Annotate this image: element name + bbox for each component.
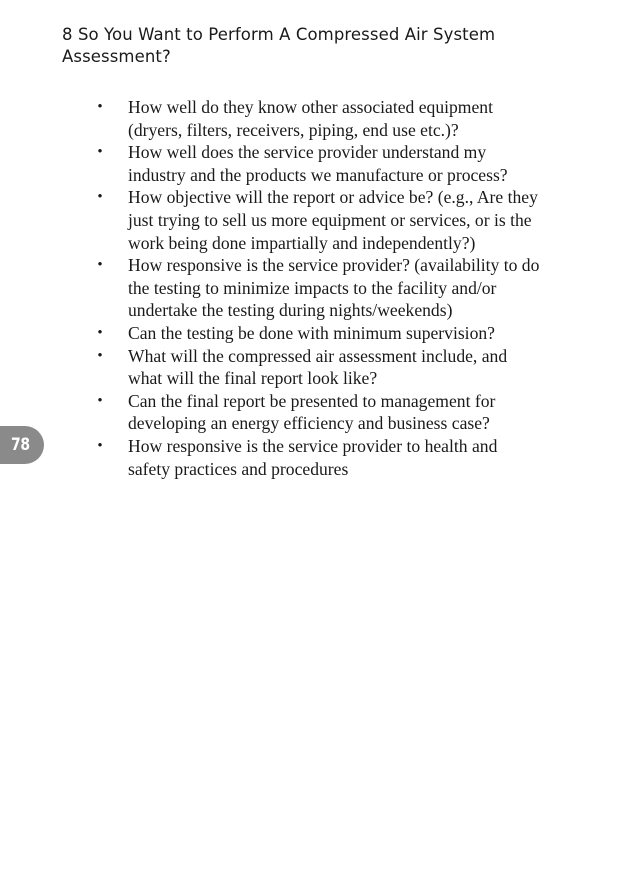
- list-item: [93, 345, 543, 390]
- chapter-heading: 8 So You Want to Perform A Compressed Air System Assessment?: [62, 25, 496, 66]
- list-item-text: Can the testing be done with minimum supervision?: [128, 322, 495, 343]
- bullet-icon: •: [97, 437, 103, 454]
- list-item: [93, 390, 543, 435]
- bullet-icon: •: [97, 257, 103, 274]
- list-item-text: What will the compressed air assessment include, and what will the final report look like?: [128, 345, 508, 389]
- list-item-text: How objective will the report or advice be? (e.g., Are they just trying to sell us more equipment or services, or is the work being done impartially and independently?): [128, 187, 538, 253]
- bullet-icon: •: [97, 189, 103, 206]
- list-item: [93, 141, 543, 186]
- list-item-text: Can the final report be presented to management for developing an energy efficiency and business case?: [128, 390, 496, 434]
- list-item: [93, 186, 543, 254]
- list-item-text: How well do they know other associated equipment (dryers, filters, receivers, piping, end use etc.)?: [128, 97, 493, 140]
- list-item: [93, 322, 543, 345]
- bullet-icon: •: [97, 392, 103, 409]
- bullet-icon: •: [97, 144, 103, 161]
- bullet-icon: •: [97, 324, 103, 341]
- page-number: 78: [10, 435, 30, 455]
- bullet-icon: •: [97, 347, 103, 364]
- page-number-tab: [0, 426, 44, 464]
- list-item-text: How well does the service provider understand my industry and the products we manufacture or process?: [128, 142, 508, 185]
- bullet-list: [93, 96, 543, 480]
- bullet-icon: •: [97, 99, 103, 115]
- list-item-text: How responsive is the service provider to health and safety practices and procedures: [128, 435, 498, 479]
- list-item: [93, 254, 543, 322]
- list-item: [93, 96, 543, 141]
- list-item-text: How responsive is the service provider? (availability to do the testing to minimize impacts to the facility and/or undertake the testing during nights/weekends): [128, 255, 540, 321]
- list-item: [93, 435, 543, 480]
